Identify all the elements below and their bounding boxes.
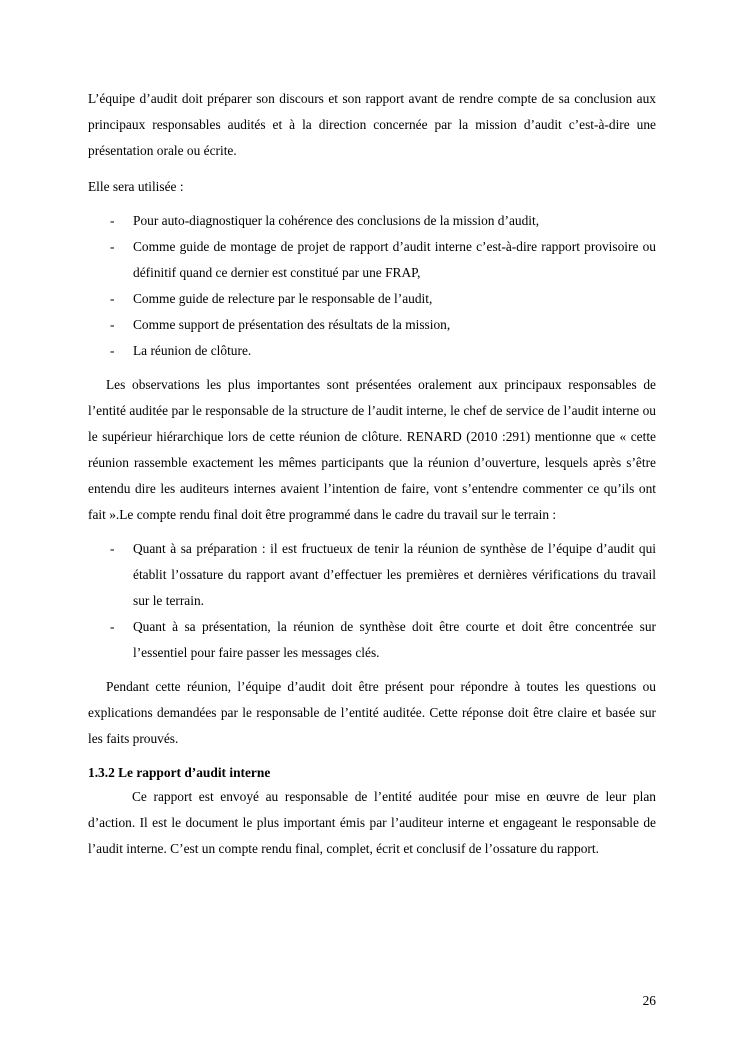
list-item (88, 234, 656, 286)
document-page (88, 86, 656, 862)
list-marker: - (110, 619, 115, 634)
section-heading: 1.3.2 Le rapport d’audit interne (88, 765, 271, 780)
list-marker: - (110, 239, 115, 254)
list-item-text: Comme support de présentation des résultats de la mission, (133, 317, 451, 332)
list-item (88, 614, 656, 666)
list-item (88, 208, 656, 234)
schedule-list (88, 536, 656, 666)
intro-paragraph: L’équipe d’audit doit préparer son discours et son rapport avant de rendre compte de sa conclusion aux principaux responsables audités et à la direction concernée par la mission d’audit c’est-à-dire une présentation orale ou écrite. (88, 91, 656, 158)
usage-list (88, 208, 656, 364)
list-item (88, 338, 656, 364)
list-item (88, 286, 656, 312)
list-marker: - (110, 541, 115, 556)
list-marker: - (110, 317, 115, 332)
during-meeting-paragraph: Pendant cette réunion, l’équipe d’audit doit être présent pour répondre à toutes les questions ou explications demandées par le responsable de l’entité auditée. Cette réponse doit être claire et basée sur les faits prouvés. (88, 679, 656, 746)
list-item-text: Quant à sa préparation : il est fructueux de tenir la réunion de synthèse de l’équipe d’audit qui établit l’ossature du rapport avant d’effectuer les premières et dernières vérifications du travail sur le terrain. (133, 541, 656, 608)
list-item-text: Comme guide de relecture par le responsable de l’audit, (133, 291, 433, 306)
usage-lead-paragraph: Elle sera utilisée : (88, 179, 184, 194)
list-item (88, 536, 656, 614)
page-number: 26 (642, 993, 656, 1008)
list-marker: - (110, 343, 115, 358)
list-item (88, 312, 656, 338)
list-marker: - (110, 213, 115, 228)
list-item-text: Pour auto-diagnostiquer la cohérence des conclusions de la mission d’audit, (133, 213, 540, 228)
list-marker: - (110, 291, 115, 306)
list-item-text: Quant à sa présentation, la réunion de synthèse doit être courte et doit être concentrée sur l’essentiel pour faire passer les messages clés. (133, 619, 656, 660)
list-item-text: La réunion de clôture. (133, 343, 252, 358)
list-item-text: Comme guide de montage de projet de rapport d’audit interne c’est-à-dire rapport provisoire ou définitif quand ce dernier est constitué par une FRAP, (133, 239, 656, 280)
report-body-paragraph: Ce rapport est envoyé au responsable de l’entité auditée pour mise en œuvre de leur plan d’action. Il est le document le plus important émis par l’auditeur interne et engageant le responsable de l’audit interne. C’est un compte rendu final, complet, écrit et conclusif de l’ossature du rapport. (88, 789, 656, 856)
observations-paragraph: Les observations les plus importantes sont présentées oralement aux principaux responsables de l’entité auditée par le responsable de la structure de l’audit interne, le chef de service de l’audit interne ou le supérieur hiérarchique lors de cette réunion de clôture. RENARD (2010 :291) mentionne que « cette réunion rassemble exactement les mêmes participants que la réunion d’ouverture, lesquels après s’être entendu dire les auditeurs internes avaient l’intention de faire, vont s’entendre commenter ce qu’ils ont fait ».Le compte rendu final doit être programmé dans le cadre du travail sur le terrain : (88, 377, 656, 522)
